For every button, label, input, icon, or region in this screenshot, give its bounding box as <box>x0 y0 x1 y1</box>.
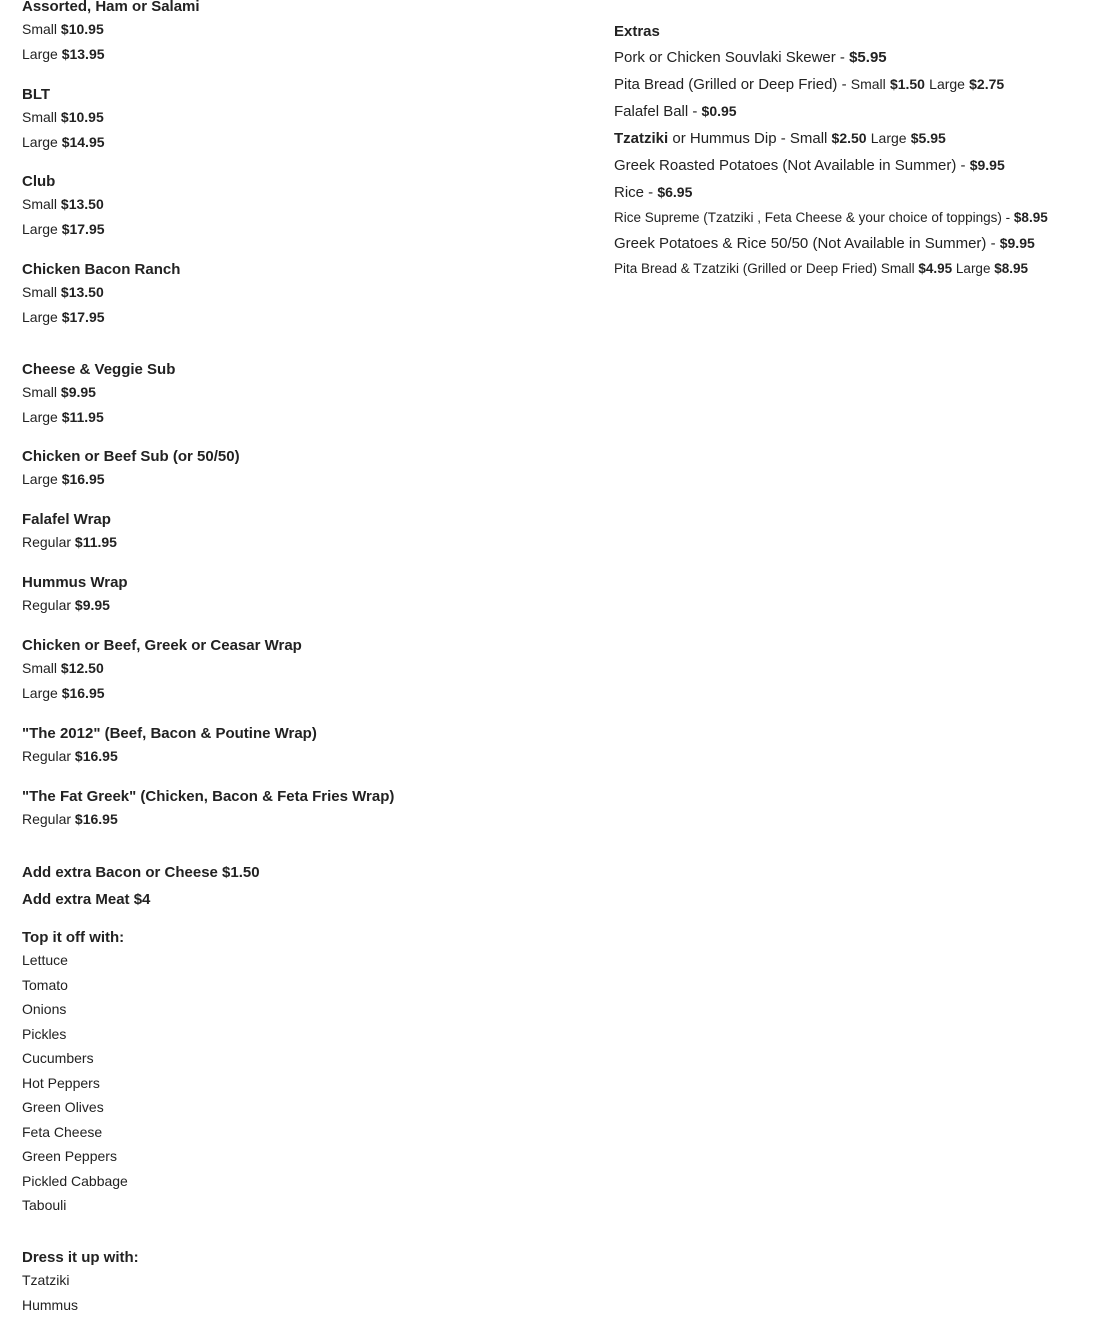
extras-title: Extras <box>614 23 660 40</box>
menu-item <box>22 360 175 429</box>
price: $9.95 <box>74 597 110 613</box>
list-item: Green Peppers <box>22 1148 117 1164</box>
menu-item <box>22 573 128 618</box>
price-line: Large $17.95 <box>22 220 105 237</box>
list-item: Tzatziki <box>22 1272 70 1288</box>
item-title: Assorted, Ham or Salami <box>22 0 200 15</box>
price: $6.95 <box>657 184 693 200</box>
menu-item <box>22 260 180 329</box>
price: $0.95 <box>701 103 737 119</box>
price-line: Small $13.50 <box>22 284 104 300</box>
list-item: Lettuce <box>22 952 68 968</box>
item-title: BLT <box>22 86 51 103</box>
list-item: Tabouli <box>22 1197 67 1213</box>
menu-item <box>22 510 117 555</box>
price: $5.95 <box>910 130 946 146</box>
item-title: Falafel Wrap <box>22 511 111 528</box>
toppings-section <box>22 928 128 1218</box>
extra-item: Pita Bread & Tzatziki (Grilled or Deep Fried) Small $4.95 Large $8.95 <box>614 261 1029 276</box>
price: $9.95 <box>999 235 1035 251</box>
price-line: Large $14.95 <box>22 133 105 150</box>
list-item: Hummus <box>22 1296 79 1313</box>
price: $11.95 <box>61 408 104 425</box>
list-item: Feta Cheese <box>22 1123 103 1140</box>
price-line: Large $11.95 <box>22 408 104 425</box>
toppings-title: Top it off with: <box>22 929 125 946</box>
dressings-section <box>22 1248 139 1317</box>
extra-item: Tzatziki or Hummus Dip - Small $2.50 Large $5.95 <box>614 130 946 147</box>
list-item: Hot Peppers <box>22 1074 100 1091</box>
price-line: Large $16.95 <box>22 471 105 487</box>
list-item: Pickled Cabbage <box>22 1172 128 1189</box>
menu-item <box>22 0 200 66</box>
extras-section <box>614 22 1048 281</box>
toppings-list <box>22 948 128 1218</box>
price: $12.50 <box>60 660 104 676</box>
item-title: Hummus Wrap <box>22 574 128 591</box>
price: $13.95 <box>61 45 105 62</box>
price: $16.95 <box>74 748 118 764</box>
price: $13.50 <box>60 284 104 300</box>
item-title: "The Fat Greek" (Chicken, Bacon & Feta Fries Wrap) <box>22 788 395 805</box>
price: $16.95 <box>61 684 105 701</box>
price: $13.50 <box>60 196 104 212</box>
price: $17.95 <box>61 220 105 237</box>
price-line: Large $13.95 <box>22 45 105 62</box>
menu-item <box>22 85 105 154</box>
price-line: Large $17.95 <box>22 308 105 325</box>
price: $14.95 <box>61 133 105 150</box>
price-line: Regular $11.95 <box>22 534 117 550</box>
menu-item <box>22 787 394 832</box>
list-item: Onions <box>22 1001 67 1017</box>
price: $9.95 <box>60 384 96 400</box>
price: $16.95 <box>61 471 105 487</box>
list-item: Cucumbers <box>22 1050 94 1066</box>
price-line: Regular $16.95 <box>22 748 118 764</box>
price: $4.95 <box>918 261 953 276</box>
price-line: Regular $16.95 <box>22 811 118 827</box>
price: $16.95 <box>74 811 118 827</box>
price: $2.75 <box>969 76 1005 92</box>
extra-item: Rice - $6.95 <box>614 184 693 201</box>
price: $8.95 <box>994 261 1029 276</box>
addon-line: Add extra Bacon or Cheese $1.50 <box>22 864 260 881</box>
list-item: Green Olives <box>22 1099 104 1115</box>
item-title: Chicken Bacon Ranch <box>22 261 181 278</box>
price: $10.95 <box>60 109 104 125</box>
item-title: Chicken or Beef Sub (or 50/50) <box>22 448 240 465</box>
price: $17.95 <box>61 308 105 325</box>
price-line: Small $13.50 <box>22 196 104 212</box>
price: $5.95 <box>849 49 887 66</box>
price: $10.95 <box>60 21 104 37</box>
dressings-list <box>22 1268 139 1317</box>
price-line: Small $12.50 <box>22 660 104 676</box>
item-title: "The 2012" (Beef, Bacon & Poutine Wrap) <box>22 725 317 742</box>
menu-item <box>22 447 240 492</box>
item-title: Chicken or Beef, Greek or Ceasar Wrap <box>22 637 302 654</box>
extra-item: Pita Bread (Grilled or Deep Fried) - Small $1.50 Large $2.75 <box>614 76 1005 93</box>
price: $8.95 <box>1013 210 1048 225</box>
item-title: Club <box>22 173 56 190</box>
price-line: Regular $9.95 <box>22 597 110 613</box>
list-item: Pickles <box>22 1025 67 1042</box>
price-line: Small $9.95 <box>22 384 96 400</box>
extra-item: Greek Potatoes & Rice 50/50 (Not Available in Summer) - $9.95 <box>614 235 1035 252</box>
menu-item <box>22 172 105 241</box>
list-item: Tomato <box>22 976 68 993</box>
addon-line: Add extra Meat $4 <box>22 891 151 908</box>
price-line: Small $10.95 <box>22 21 104 37</box>
price-line: Small $10.95 <box>22 109 104 125</box>
extra-item: Falafel Ball - $0.95 <box>614 103 737 120</box>
extra-item: Pork or Chicken Souvlaki Skewer - $5.95 <box>614 49 887 66</box>
extra-item: Rice Supreme (Tzatziki , Feta Cheese & your choice of toppings) - $8.95 <box>614 210 1048 225</box>
price: $9.95 <box>969 157 1005 173</box>
addons <box>22 859 260 913</box>
dressings-title: Dress it up with: <box>22 1249 139 1266</box>
extra-item: Greek Roasted Potatoes (Not Available in Summer) - $9.95 <box>614 157 1005 174</box>
price: $2.50 <box>831 130 867 146</box>
menu-item <box>22 636 302 705</box>
price-line: Large $16.95 <box>22 684 105 701</box>
menu-item <box>22 724 317 769</box>
item-title: Cheese & Veggie Sub <box>22 361 176 378</box>
price: $11.95 <box>74 534 117 550</box>
price: $1.50 <box>889 76 925 92</box>
